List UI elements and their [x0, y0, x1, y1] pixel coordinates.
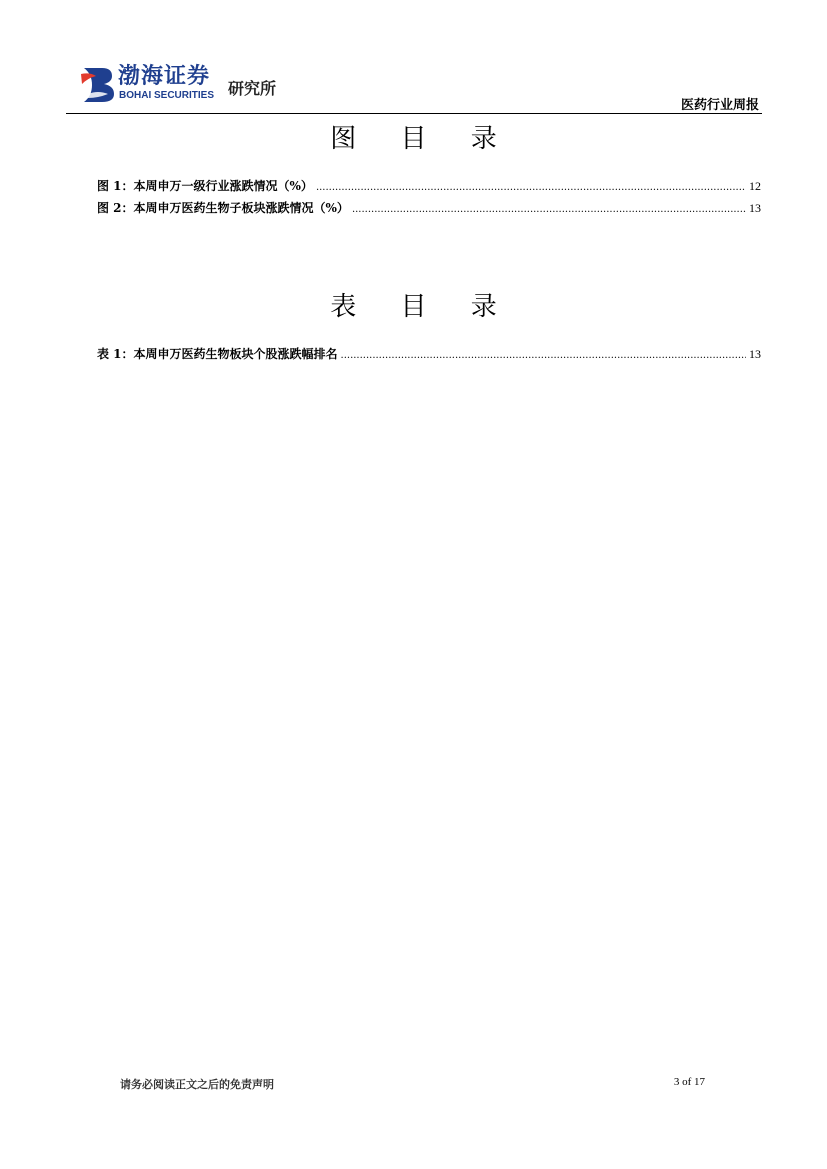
toc-entry-page: 12 [749, 179, 761, 193]
table-toc-entry[interactable] [97, 345, 761, 367]
footer-page-indicator: 3 of 17 [673, 1076, 705, 1088]
toc-entry-label: 图 2：本周申万医药生物子板块涨跌情况（%） [97, 201, 349, 215]
logo-institute: 研究所 [228, 79, 277, 98]
header-divider [66, 113, 762, 114]
bohai-logo-icon [78, 64, 118, 104]
logo-name-en: BOHAI SECURITIES [119, 90, 215, 101]
toc-entry-page: 13 [749, 201, 761, 215]
toc-entry-page: 13 [749, 347, 761, 361]
toc-entry-label: 图 1：本周申万一级行业涨跌情况（%） [97, 179, 313, 193]
figure-toc-entry[interactable] [97, 177, 761, 199]
bohai-securities-logo [78, 64, 318, 108]
toc-dot-leader [352, 204, 746, 215]
logo-name-cn: 渤海证券 [118, 63, 211, 89]
toc-entry-label: 表 1：本周申万医药生物板块个股涨跌幅排名 [97, 347, 338, 361]
figure-toc-entry[interactable] [97, 199, 761, 221]
toc-dot-leader [316, 182, 746, 193]
figures-toc-list [97, 177, 761, 221]
page-header [0, 0, 827, 115]
figures-toc-heading: 图 目 录 [330, 124, 515, 154]
tables-toc-heading: 表 目 录 [330, 292, 515, 322]
report-type: 医药行业周报 [680, 98, 759, 113]
tables-toc-list [97, 345, 761, 367]
footer-disclaimer: 请务必阅读正文之后的免责声明 [120, 1078, 274, 1091]
toc-dot-leader [341, 350, 746, 361]
